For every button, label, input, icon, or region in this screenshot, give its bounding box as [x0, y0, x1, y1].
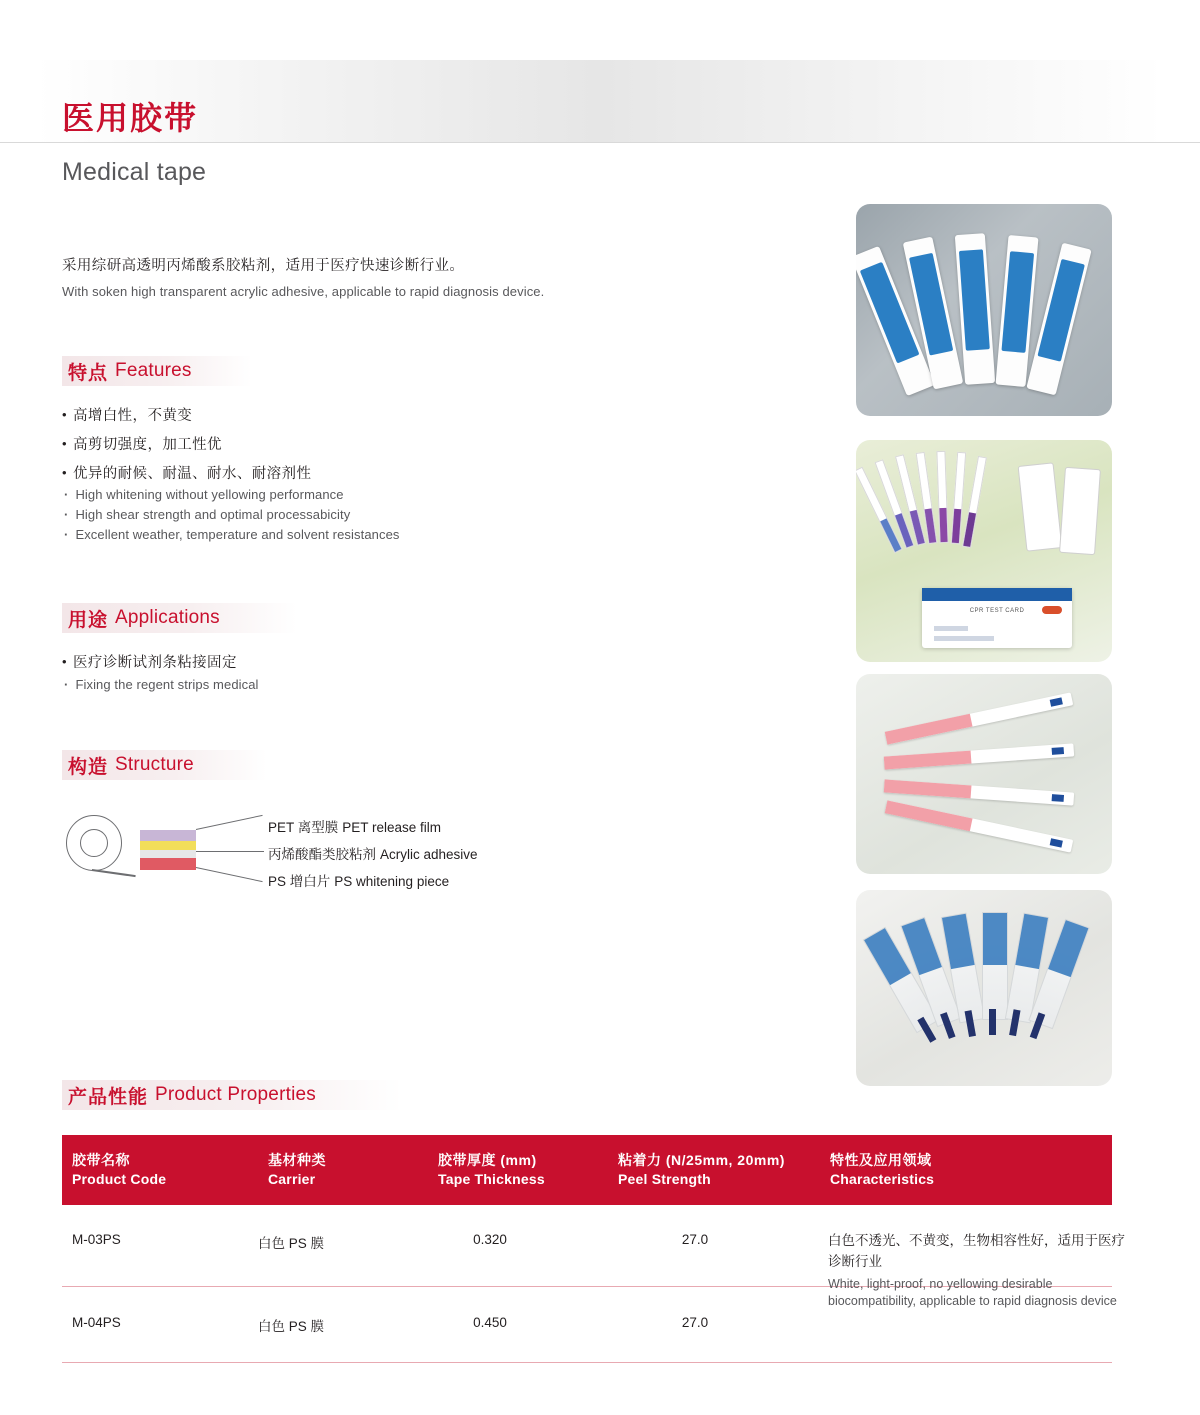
table-characteristics-cn: 白色不透光、不黄变，生物相容性好，适用于医疗诊断行业: [828, 1233, 1125, 1269]
package-tip: [917, 1017, 936, 1043]
intro-text-cn: 采用综研高透明丙烯酸系胶粘剂，适用于医疗快速诊断行业。: [62, 258, 465, 274]
reagent-strip-shape: [885, 692, 1074, 744]
structure-label-2-en: Acrylic adhesive: [380, 847, 478, 862]
page-title-cn: 医用胶带: [62, 100, 199, 136]
feature-item-cn-1: • 高增白性，不黄变: [62, 404, 192, 425]
structure-label-2: [268, 843, 478, 863]
leader-line-1: [196, 815, 263, 830]
package-shape: [982, 912, 1008, 1020]
feature-item-cn-3: • 优异的耐候、耐温、耐水、耐溶剂性: [62, 462, 311, 483]
section-heading-applications: [62, 603, 297, 633]
card-logo-shape: [1042, 606, 1062, 614]
structure-label-1-cn: PET 离型膜: [268, 820, 339, 835]
strip-pink-zone: [885, 714, 973, 745]
strip-tip: [952, 509, 961, 543]
properties-table-header: [62, 1135, 1112, 1205]
section-heading-properties: [62, 1080, 402, 1110]
table-row-2-thickness: 0.450: [473, 1315, 507, 1330]
column-header-characteristics-en: Characteristics: [830, 1171, 935, 1187]
test-strip-shape: [936, 451, 948, 543]
product-photo-packaged-strips: [856, 890, 1112, 1086]
reagent-strip-shape: [884, 779, 1074, 805]
column-header-characteristics: [830, 1151, 934, 1189]
feature-item-en-1: · High whitening without yellowing performance: [64, 487, 344, 502]
tape-roll-tail-icon: [92, 869, 136, 877]
application-item-cn-1: • 医疗诊断试剂条粘接固定: [62, 651, 237, 672]
section-heading-features: [62, 356, 252, 386]
column-header-peel-strength: [618, 1151, 785, 1189]
layer-ps-whitening-piece: [140, 858, 196, 870]
column-header-thickness-en: Tape Thickness: [438, 1171, 545, 1187]
tape-roll-core-icon: [80, 829, 108, 857]
product-photo-diagnostic-strips: [856, 440, 1112, 662]
structure-label-3-cn: PS 增白片: [268, 874, 331, 889]
column-header-carrier-cn: 基材种类: [268, 1152, 326, 1168]
package-tip: [1030, 1012, 1045, 1039]
strip-tip: [963, 512, 976, 547]
strip-marking: [1052, 747, 1064, 755]
structure-label-1-en: PET release film: [342, 820, 442, 835]
table-row-2-carrier: 白色 PS 膜: [258, 1319, 325, 1334]
package-header: [1015, 914, 1048, 969]
table-row-1-thickness: 0.320: [473, 1232, 507, 1247]
structure-heading-en: Structure: [115, 754, 194, 775]
layer-pet-release-film: [140, 830, 196, 841]
cassette-shape: [1018, 462, 1063, 551]
page-title-en: Medical tape: [62, 158, 207, 186]
layer-middle: [140, 850, 196, 858]
leader-line-3: [196, 867, 263, 882]
column-header-characteristics-cn: 特性及应用领域: [830, 1152, 932, 1168]
layer-acrylic-adhesive: [140, 841, 196, 850]
properties-heading-cn: 产品性能: [68, 1086, 149, 1108]
applications-heading-en: Applications: [115, 607, 220, 628]
package-tip: [1009, 1009, 1020, 1036]
tape-strip-shape: [1026, 243, 1091, 396]
card-title-text: CPR TEST CARD: [969, 608, 1025, 614]
layer-stack-icon: [140, 830, 196, 870]
strip-pink-zone: [884, 779, 972, 798]
leader-line-2: [196, 851, 264, 852]
strip-tip: [939, 508, 947, 542]
column-header-thickness-cn: 胶带厚度 (mm): [438, 1152, 537, 1168]
product-photo-tape-strips: [856, 204, 1112, 416]
reagent-strip-shape: [884, 743, 1074, 769]
strip-marking: [1052, 794, 1064, 802]
reagent-strip-shape: [885, 800, 1074, 852]
package-header: [942, 914, 975, 969]
column-header-carrier-en: Carrier: [268, 1171, 316, 1187]
feature-item-en-3: · Excellent weather, temperature and solvent resistances: [64, 527, 400, 542]
application-item-en-1: · Fixing the regent strips medical: [64, 677, 259, 692]
structure-diagram: [62, 805, 492, 905]
strip-marking: [1050, 697, 1063, 706]
strip-pink-zone: [885, 800, 973, 831]
applications-heading-cn: 用途: [68, 609, 109, 631]
package-tip: [940, 1012, 955, 1039]
header-divider: [0, 142, 1200, 143]
cassette-shape: [1059, 467, 1101, 555]
package-tip: [965, 1010, 976, 1037]
intro-text-en: With soken high transparent acrylic adhesive, applicable to rapid diagnosis device.: [62, 284, 545, 299]
table-row-1-peel-strength: 27.0: [681, 1232, 709, 1247]
test-card-shape: [922, 588, 1072, 648]
feature-item-cn-2: • 高剪切强度，加工性优: [62, 433, 222, 454]
card-header-band: [922, 588, 1072, 601]
structure-label-3-en: PS whitening piece: [334, 874, 450, 889]
column-header-peel-strength-cn: 粘着力 (N/25mm, 20mm): [618, 1152, 785, 1168]
structure-label-3: [268, 870, 449, 890]
strip-marking: [1050, 838, 1063, 847]
column-header-peel-strength-en: Peel Strength: [618, 1171, 711, 1187]
features-heading-cn: 特点: [68, 362, 109, 384]
structure-label-1: [268, 816, 441, 836]
column-header-thickness: [438, 1151, 545, 1189]
column-header-product-code-en: Product Code: [72, 1171, 167, 1187]
properties-heading-en: Product Properties: [155, 1084, 316, 1105]
structure-heading-cn: 构造: [68, 756, 109, 778]
column-header-product-code-cn: 胶带名称: [72, 1152, 130, 1168]
table-row-1-carrier: 白色 PS 膜: [258, 1236, 325, 1251]
card-line: [934, 626, 968, 631]
tape-strip-shape: [955, 233, 995, 385]
table-row-1-product-code: M-03PS: [72, 1232, 121, 1247]
table-row-2-peel-strength: 27.0: [681, 1315, 709, 1330]
package-tip: [989, 1009, 996, 1035]
feature-item-en-2: · High shear strength and optimal processabicity: [64, 507, 350, 522]
package-header: [983, 913, 1007, 965]
product-photo-reagent-strips: [856, 674, 1112, 874]
strip-tip: [925, 508, 937, 543]
table-bottom-separator: [62, 1362, 1112, 1363]
structure-label-2-cn: 丙烯酸酯类胶粘剂: [268, 847, 376, 862]
section-heading-structure: [62, 750, 267, 780]
package-header: [1048, 920, 1088, 977]
table-characteristics-en: White, light-proof, no yellowing desirable biocompatibility, applicable to rapid diagnosis device: [828, 1277, 1117, 1308]
table-row-2-product-code: M-04PS: [72, 1315, 121, 1330]
features-heading-en: Features: [115, 360, 192, 381]
card-line: [934, 636, 994, 641]
test-strip-shape: [962, 456, 987, 548]
strip-pink-zone: [884, 751, 972, 770]
column-header-carrier: [268, 1151, 326, 1189]
column-header-product-code: [72, 1151, 166, 1189]
